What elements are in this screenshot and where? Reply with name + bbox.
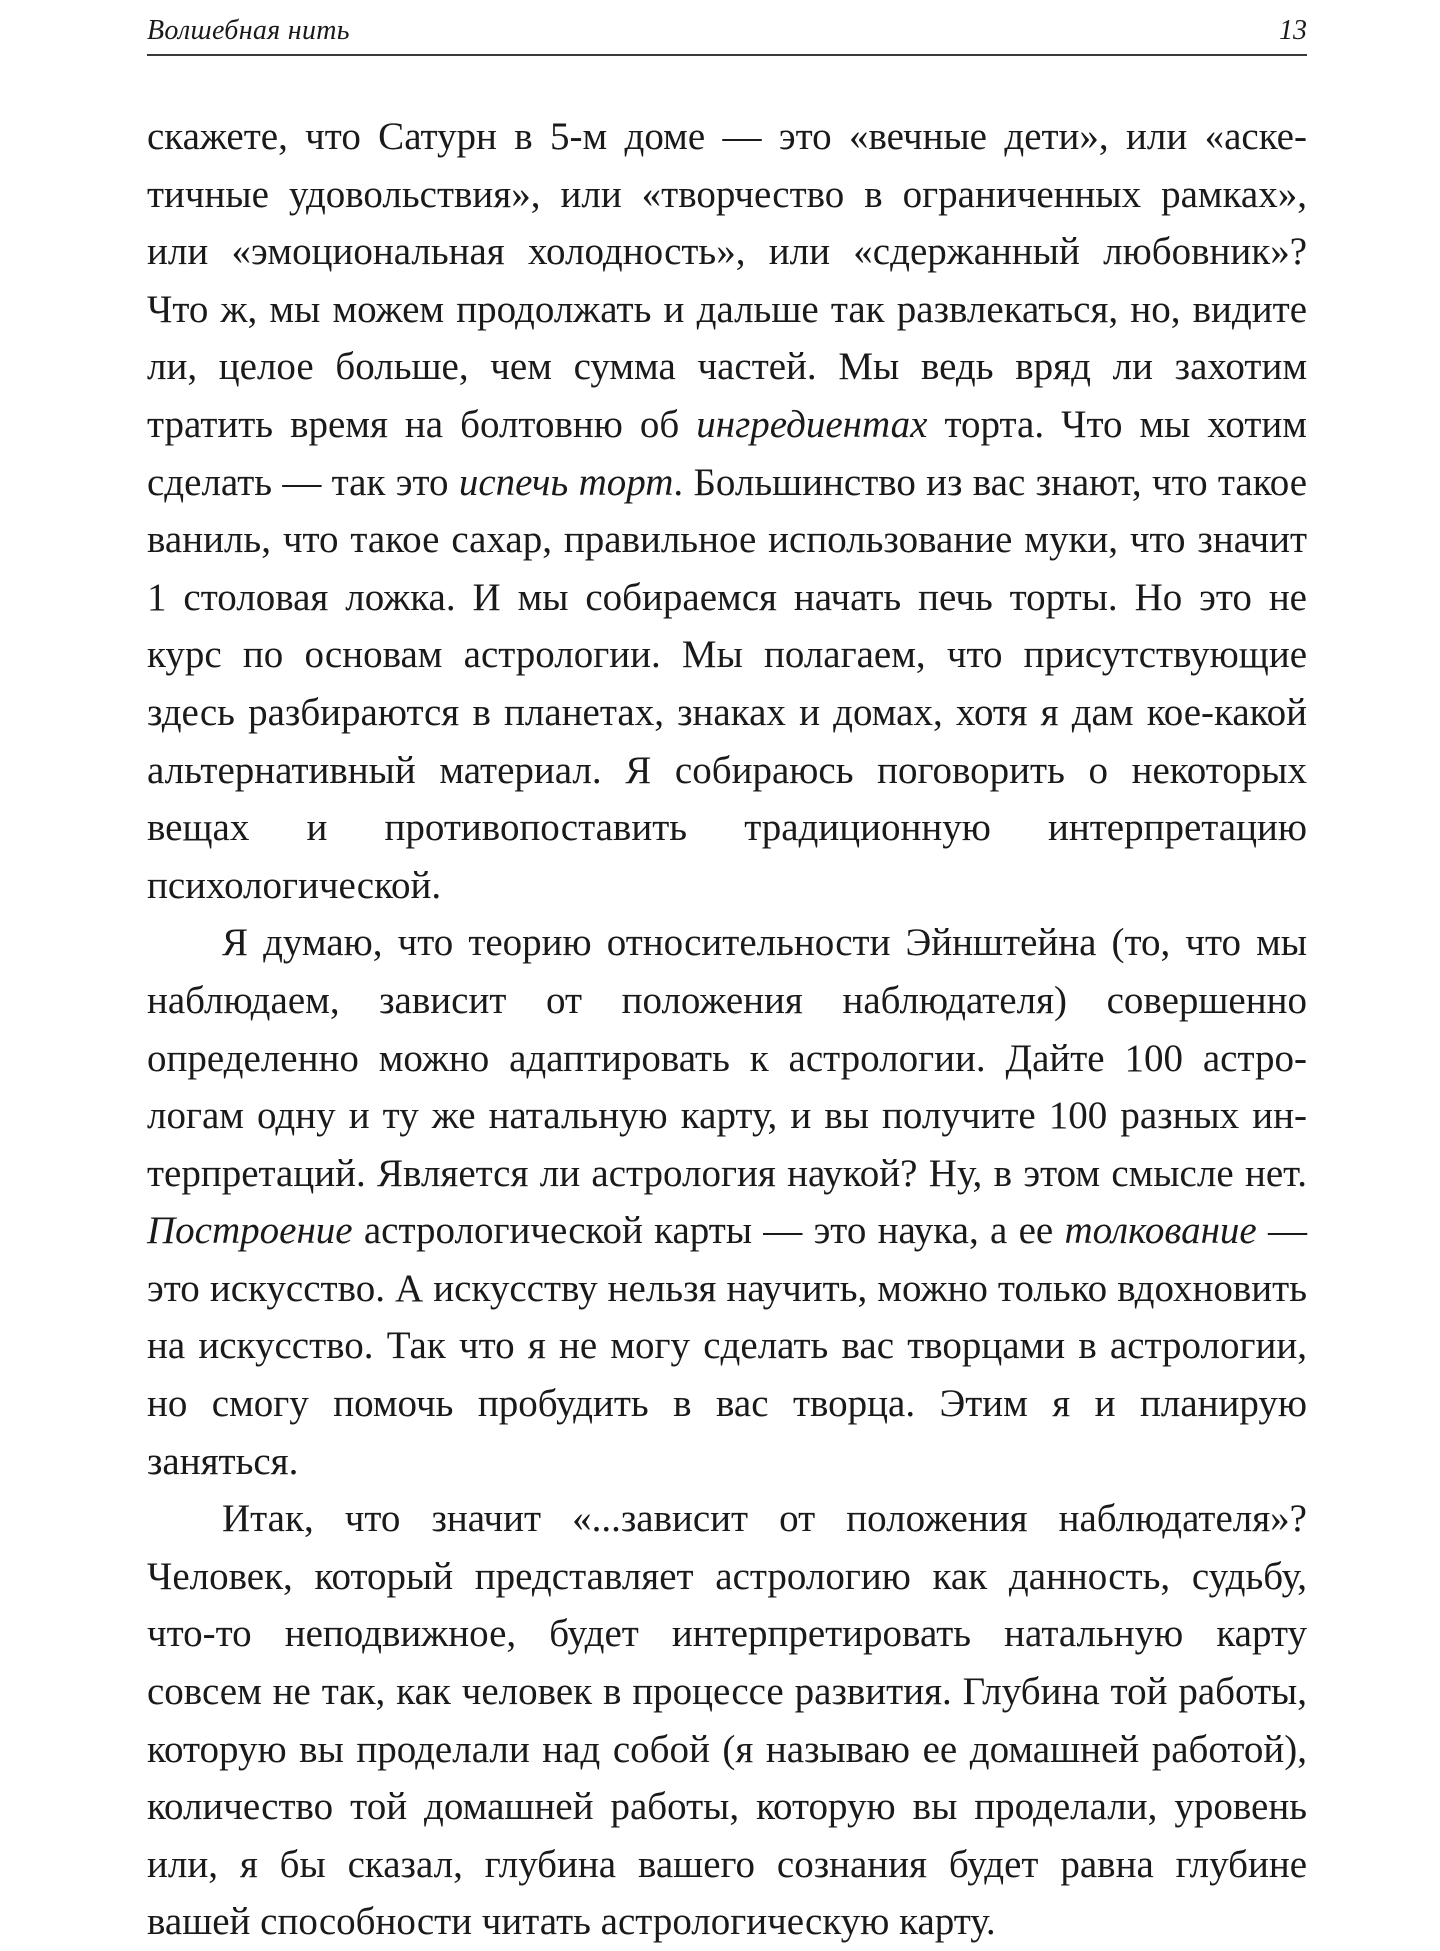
page-number: 13 [1279,15,1307,46]
text-run: . Большинство из вас знают, что такое ваниль, что такое сахар, правильное использование муки, что значит 1 столовая ложка. И мы собираемся начать печь торты. Но это не курс по основам астрологии. Мы полагаем, что присутствующие здесь разбираются в планетах, знаках и домах, хотя я дам кое-какой альтернативный материал. Я собираюсь поговорить о некоторых вещах и противопоставить традиционную интерпретацию психологической. [147,460,1308,907]
running-title: Волшебная нить [147,15,350,46]
text-run: астрологической карты — это наука, а ее [352,1209,1065,1253]
text-run: Я думаю, что теорию относительности Эйнштейна (то, что мы наблюдаем, зависит от положения наблюдателя) совершенно определенно можно адаптировать к астрологии. Дайте 100 астрологам одну и ту же натальную карту, и вы получите 100 разных интерпретаций. Является ли астрология наукой? Ну, в этом смысле нет. [147,921,1307,1195]
emphasis-ingredients: ингредиентах [696,402,928,446]
text-run: — это искусство. А искусству нельзя научить, можно только вдохновить на искусство. Так что я не могу сделать вас творцами в астрологии, но смогу помочь пробудить в вас творца. Этим я и планирую заняться. [147,1209,1307,1483]
emphasis-interpretation: толкование [1064,1209,1257,1253]
emphasis-construction: Построение [147,1209,353,1253]
text-run: торта. Что мы хотим сделать — так это [147,402,1307,504]
body-text [147,108,1307,1951]
emphasis-bake-cake: испечь торт [458,460,674,504]
running-header [147,14,1307,56]
paragraph-2 [147,914,1307,1490]
paragraph-3 [147,1490,1307,1951]
paragraph-1 [147,108,1307,914]
text-run: скажете, что Сатурн в 5-м доме — это «вечные дети», или «аскетичные удовольствия», или «творчество в ограниченных рамках», или «эмоциональная холодность», или «сдержанный любовник»? Что ж, мы можем продолжать и дальше так развлекаться, но, видите ли, целое больше, чем сумма частей. Мы ведь вряд ли захотим тратить время на болтовню об [147,115,1307,446]
text-run: Итак, что значит «...зависит от положения наблюдателя»? Человек, который представляет астрологию как данность, судьбу, что-то неподвижное, будет интерпретировать натальную карту совсем не так, как человек в процессе развития. Глубина той работы, которую вы проделали над собой (я называю ее домашней работой), количество той домашней работы, которую вы проделали, уровень или, я бы сказал, глубина вашего сознания будет равна глубине вашей способности читать астрологическую карту. [147,1497,1307,1944]
